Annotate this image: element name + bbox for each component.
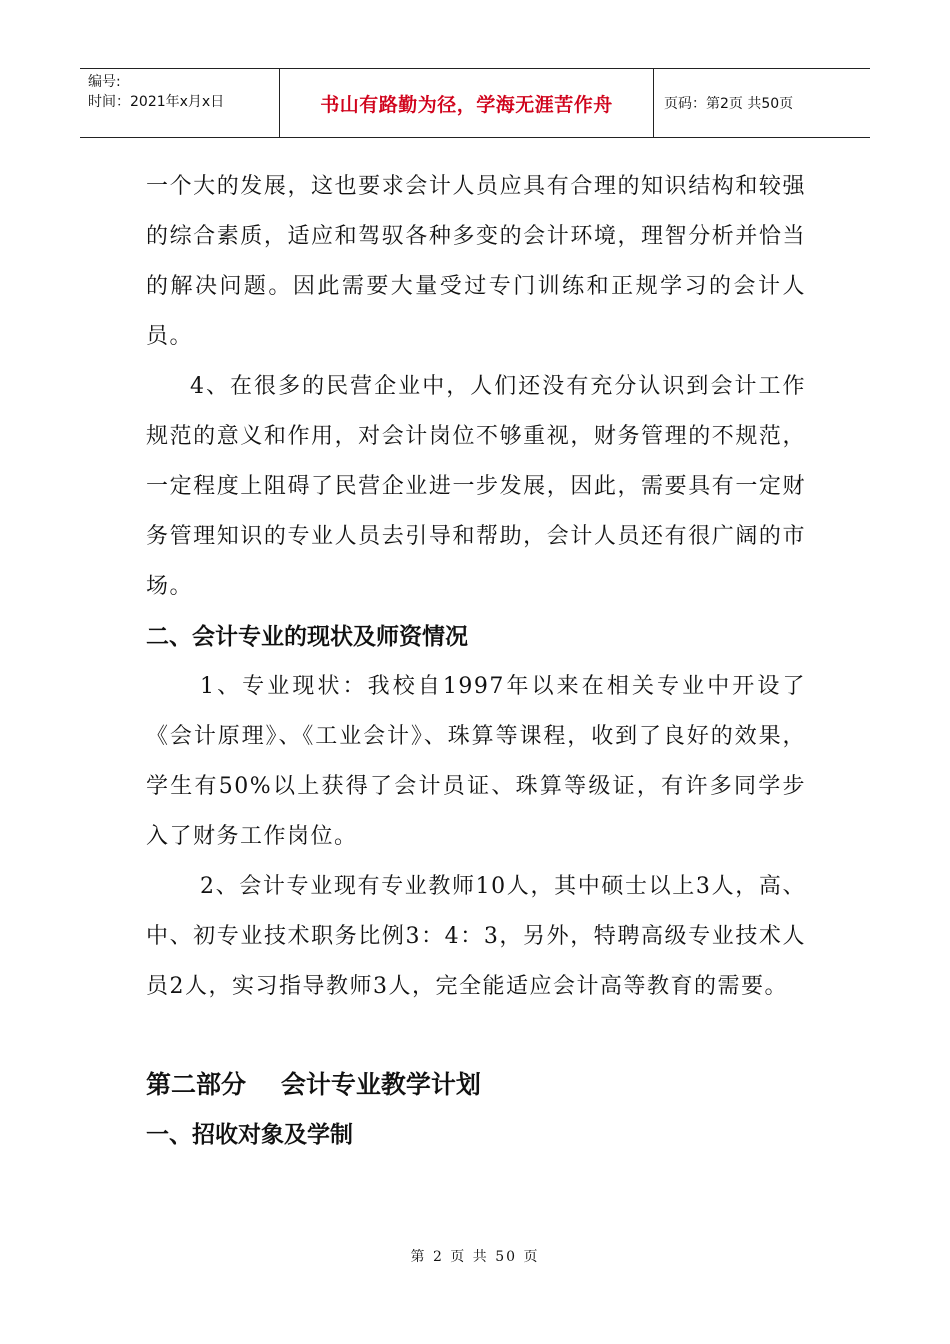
document-number-label: 编号: [88,74,121,90]
part-heading: 第二部分 会计专业教学计划 [146,1070,481,1099]
page-footer: 第 2 页 共 50 页 [410,1249,540,1265]
document-time-label: 时间：2021年x月x日 [88,94,225,110]
section-heading-enrollment: 一、招收对象及学制 [146,1122,353,1148]
header-motto: 书山有路勤为径，学海无涯苦作舟 [280,69,654,137]
spacer [146,1012,806,1060]
paragraph-item-4: 4、在很多的民营企业中，人们还没有充分认识到会计工作规范的意义和作用，对会计岗位不够重视，财务管理的不规范，一定程度上阻碍了民营企业进一步发展，因此，需要具有一定财务管理知识的专业人员去引导和帮助，会计人员还有很广阔的市场。 [146,374,806,599]
document-body [146,162,806,1160]
page-header [80,68,870,138]
paragraph-item-1: 1、专业现状：我校自1997年以来在相关专业中开设了《会计原理》、《工业会计》、珠算等课程，收到了良好的效果，学生有50%以上获得了会计员证、珠算等级证，有许多同学步入了财务工作岗位。 [146,674,806,849]
header-page-info: 页码：第2页 共50页 [664,96,794,112]
header-meta [80,69,280,137]
paragraph-item-2: 2、会计专业现有专业教师10人，其中硕士以上3人，高、中、初专业技术职务比例3：4：3，另外，特聘高级专业技术人员2人，实习指导教师3人，完全能适应会计高等教育的需要。 [146,874,806,999]
paragraph-continued: 一个大的发展，这也要求会计人员应具有合理的知识结构和较强的综合素质，适应和驾驭各种多变的会计环境，理智分析并恰当的解决问题。因此需要大量受过专门训练和正规学习的会计人员。 [146,174,806,349]
section-heading-status: 二、会计专业的现状及师资情况 [146,624,468,650]
